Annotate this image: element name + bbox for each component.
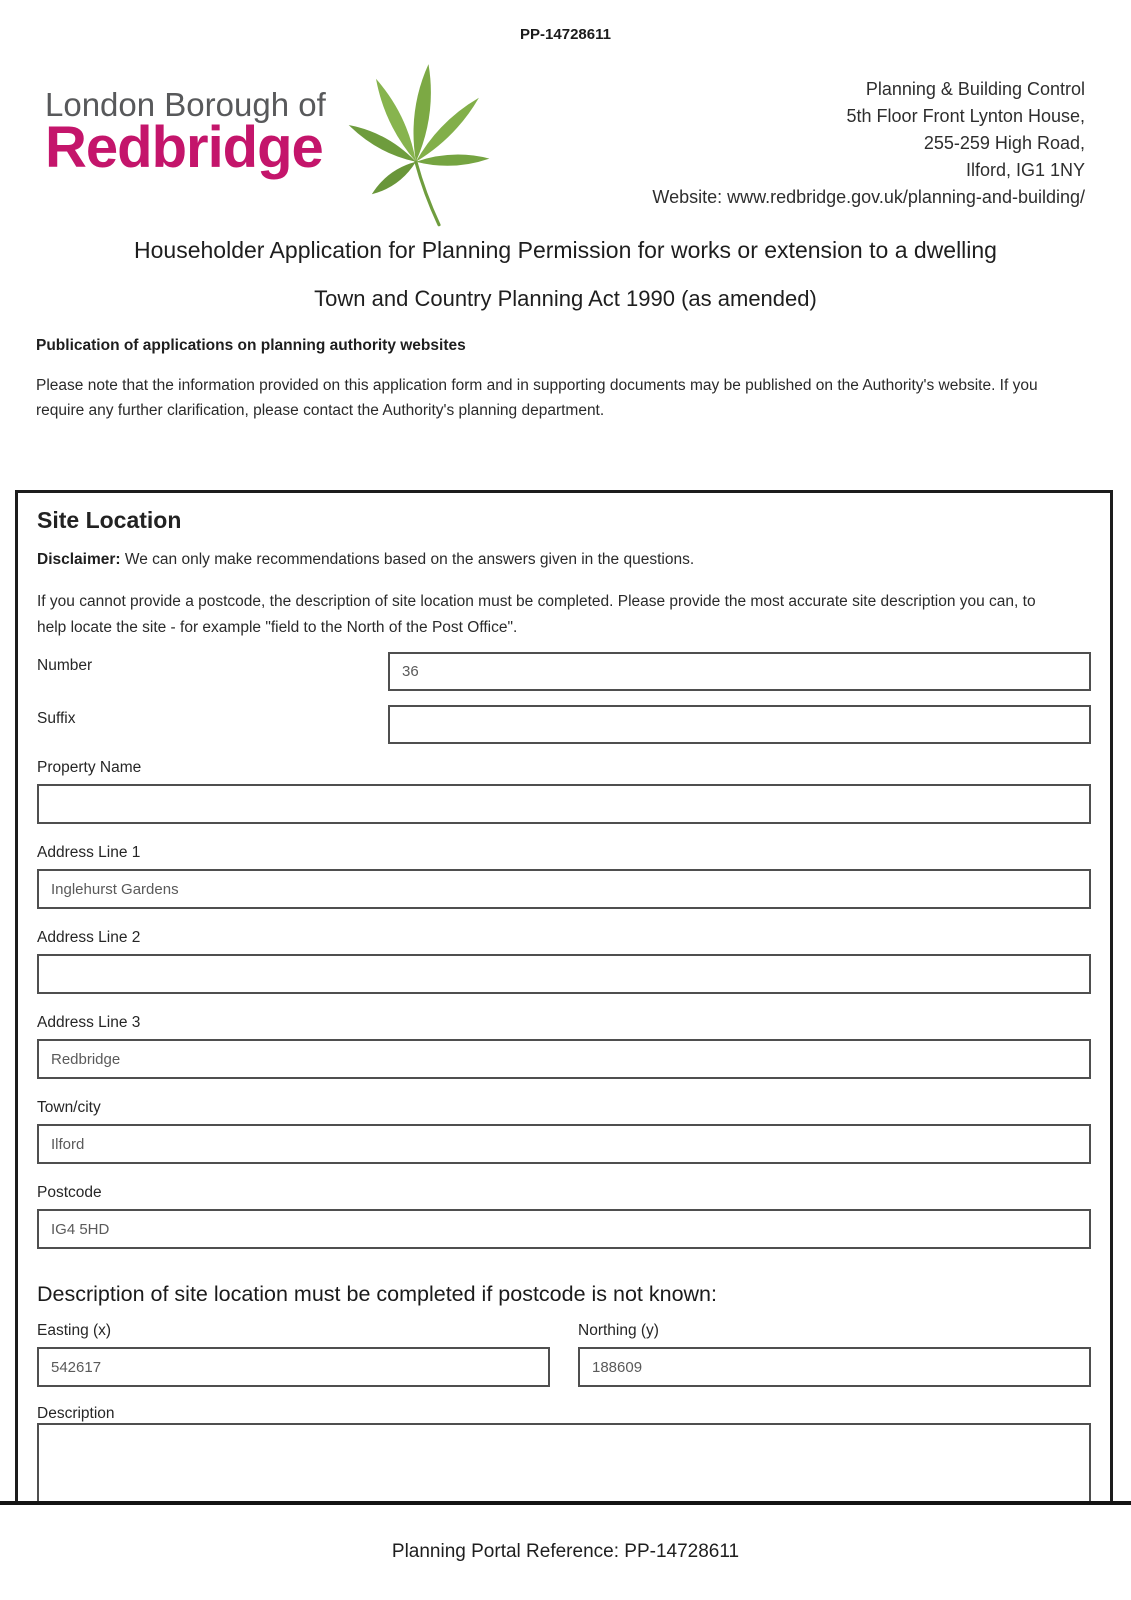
form-subtitle: Town and Country Planning Act 1990 (as amended): [314, 286, 817, 311]
address-line-2-input[interactable]: [37, 954, 1091, 994]
site-location-instructions: If you cannot provide a postcode, the description of site location must be completed. Please provide the most accurate site description you can, to help locate the site - for example "field to the North of the Post Office".: [37, 593, 1036, 636]
address-line-2-field: [37, 929, 1091, 994]
description-required-heading: Description of site location must be completed if postcode is not known:: [37, 1282, 717, 1306]
site-location-heading: Site Location: [37, 507, 182, 533]
logo-redbridge-text: Redbridge: [45, 115, 323, 180]
number-input[interactable]: [388, 652, 1091, 691]
contact-line: 5th Floor Front Lynton House,: [846, 106, 1085, 126]
number-label: Number: [37, 657, 93, 674]
suffix-label: Suffix: [37, 710, 76, 727]
contact-website-line: Website: www.redbridge.gov.uk/planning-and-building/: [652, 187, 1085, 207]
property-name-label: Property Name: [37, 759, 142, 776]
chestnut-leaf-icon: [343, 62, 493, 230]
suffix-field-row: [37, 705, 1091, 744]
address-line-3-label: Address Line 3: [37, 1014, 141, 1031]
contact-line: Planning & Building Control: [865, 79, 1085, 99]
town-city-field: [37, 1099, 1091, 1164]
property-name-input[interactable]: [37, 784, 1091, 824]
disclaimer-body: We can only make recommendations based on the answers given in the questions.: [124, 551, 695, 568]
planning-portal-reference-footer: Planning Portal Reference: PP-14728611: [391, 1541, 740, 1562]
contact-line: Ilford, IG1 1NY: [965, 160, 1085, 180]
disclaimer-text: [37, 547, 1091, 572]
easting-field: [37, 1322, 550, 1387]
town-city-input[interactable]: [37, 1124, 1091, 1164]
town-city-label: Town/city: [37, 1099, 101, 1116]
easting-input[interactable]: [37, 1347, 550, 1387]
description-field: [37, 1405, 1091, 1505]
application-reference: PP-14728611: [520, 26, 611, 43]
publication-heading: Publication of applications on planning authority websites: [36, 337, 466, 354]
number-field-row: [37, 652, 1091, 691]
logo-borough-text: London Borough of: [45, 86, 326, 123]
postcode-field: [37, 1184, 1091, 1249]
address-line-3-field: [37, 1014, 1091, 1079]
property-name-field: [37, 759, 1091, 824]
address-line-3-input[interactable]: [37, 1039, 1091, 1079]
redbridge-logo: [45, 62, 515, 230]
form-title: Householder Application for Planning Permission for works or extension to a dwelling: [134, 237, 997, 263]
easting-label: Easting (x): [37, 1322, 112, 1339]
planning-office-address: [652, 76, 1085, 211]
publication-note: Please note that the information provided on this application form and in supporting documents may be published on the Authority's website. If you require any further clarification, please contact the Authority's planning department.: [36, 377, 1038, 419]
description-label: Description: [37, 1405, 115, 1422]
site-location-section: [15, 490, 1113, 1505]
suffix-input[interactable]: [388, 705, 1091, 744]
description-input[interactable]: [37, 1423, 1091, 1505]
postcode-input[interactable]: [37, 1209, 1091, 1249]
address-line-1-field: [37, 844, 1091, 909]
address-line-1-input[interactable]: [37, 869, 1091, 909]
address-line-2-label: Address Line 2: [37, 929, 141, 946]
disclaimer-label: Disclaimer:: [37, 551, 121, 568]
page-break-rule: [0, 1501, 1131, 1505]
coordinates-row: [37, 1322, 1091, 1387]
northing-input[interactable]: [578, 1347, 1091, 1387]
postcode-label: Postcode: [37, 1184, 102, 1201]
contact-line: 255-259 High Road,: [923, 133, 1085, 153]
northing-label: Northing (y): [578, 1322, 659, 1339]
address-line-1-label: Address Line 1: [37, 844, 141, 861]
northing-field: [578, 1322, 1091, 1387]
